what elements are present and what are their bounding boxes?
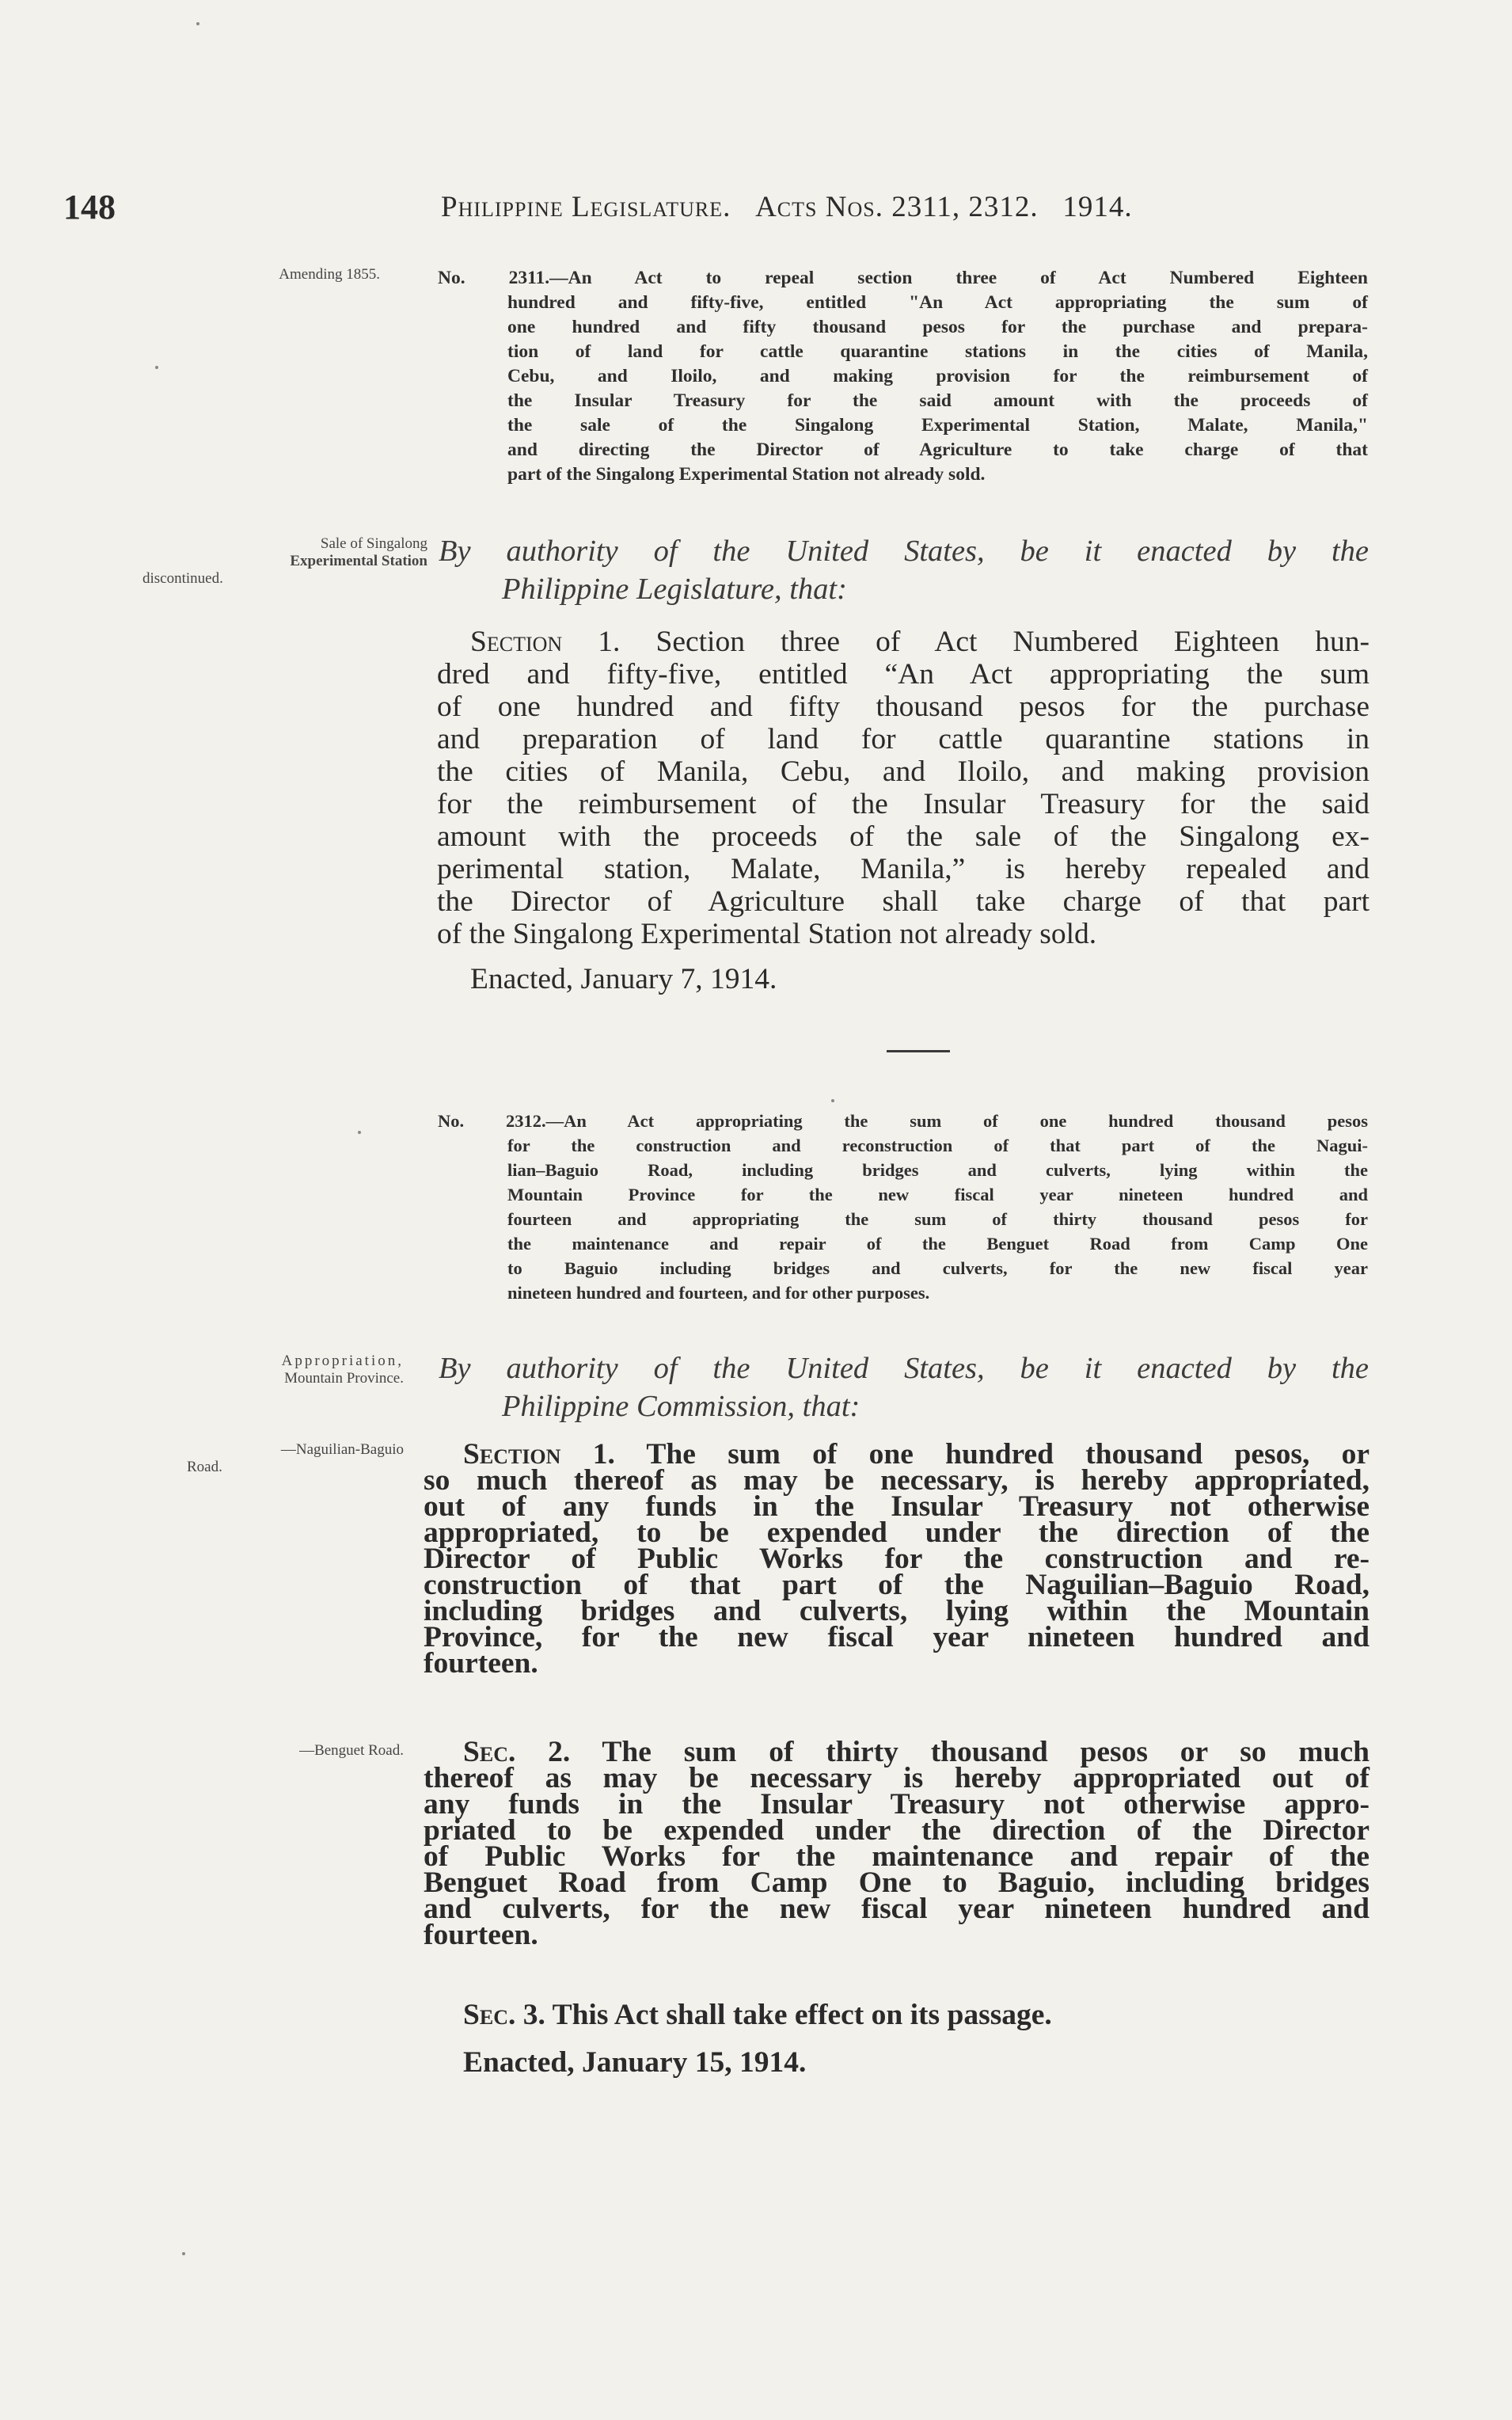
margin-note-singalong: Sale of Singalong Experimental Station discontinued. — [142, 535, 427, 587]
summary-line: Cebu, and Iloilo, and making provision for the reimbursement of — [507, 366, 1368, 386]
act-number-label: No. 2312. — [438, 1111, 546, 1131]
scan-speck — [196, 22, 199, 25]
running-head-title: Philippine Legislature. — [441, 191, 731, 223]
running-head-acts: Acts Nos. 2311, 2312. — [755, 191, 1039, 223]
summary-line: and directing the Director of Agriculture to take charge of that — [507, 439, 1368, 460]
summary-line: the Insular Treasury for the said amount with the proceeds of — [507, 390, 1368, 411]
scan-speck — [831, 1099, 834, 1102]
section-divider — [887, 1050, 950, 1052]
summary-line: part of the Singalong Experimental Station not already sold. — [507, 464, 986, 485]
act-2311-section-1: Section 1. Section three of Act Numbered Eighteen hun- dred and fifty-five, entitled “An Act appropriating the sum of one hundred and fifty thousand pesos for the purchase and preparation of land for cattle quarantine stations in the cities of Manila, Cebu, and Iloilo, and making provision for the reimbursement of the Insular Treasury for the said amount with the proceeds of the sale of the Singalong ex- perimental station, Malate, Manila,” is hereby repealed and the Director of Agriculture shall take charge of that part of the Singalong Experimental Station not already sold. — [437, 626, 1370, 950]
margin-note-appropriation: Appropriation, Mountain Province. — [281, 1353, 404, 1387]
page-number: 148 — [63, 188, 116, 226]
summary-line: nineteen hundred and fourteen, and for other purposes. — [507, 1283, 930, 1303]
summary-line: to Baguio including bridges and culverts, for the new fiscal year — [507, 1258, 1368, 1278]
act-2312-section-3: Sec. 3. This Act shall take effect on its passage. — [463, 1999, 1052, 2031]
scan-speck — [358, 1131, 361, 1134]
summary-line: lian–Baguio Road, including bridges and culverts, lying within the — [507, 1160, 1368, 1180]
act-2312-section-1: Section 1. The sum of one hundred thousand pesos, or so much thereof as may be necessary, is hereby appropriated, out of any funds in the Insular Treasury not otherwise appropriated, to be expended under the direction of the Director of Public Works for the construction and re- construction of that part of the Naguilian–Baguio Road, including bridges and culverts, lying within the Mountain Province, for the new fiscal year nineteen hundred and fourteen. — [424, 1438, 1370, 1680]
margin-note-amending: Amending 1855. — [279, 266, 380, 283]
summary-line: tion of land for cattle quarantine stations in the cities of Manila, — [507, 341, 1368, 362]
summary-line: No. 2312.—An Act appropriating the sum of one hundred thousand pesos — [438, 1111, 1369, 1131]
section-lead: Sec. 2. — [463, 1736, 571, 1768]
section-lead: Sec. 3. — [463, 1999, 545, 2031]
act-2311-summary — [438, 266, 1368, 487]
enacted-date: Enacted, January 7, 1914. — [470, 963, 777, 995]
running-head-year: 1914. — [1062, 191, 1133, 223]
act-2312-summary — [438, 1109, 1368, 1305]
section-lead: Section 1. — [470, 626, 621, 658]
summary-line: Mountain Province for the new fiscal year nineteen hundred and — [507, 1185, 1368, 1204]
act-2312-section-2: Sec. 2. The sum of thirty thousand pesos or so much thereof as may be necessary is hereby appropriated out of any funds in the Insular Treasury not otherwise appro- priated to be expended under the direction of the Director of Public Works for the maintenance and repair of the Benguet Road from Camp One to Baguio, including bridges and culverts, for the new fiscal year nineteen hundred and fourteen. — [424, 1736, 1370, 1951]
summary-line: hundred and fifty-five, entitled "An Act appropriating the sum of — [507, 292, 1368, 313]
scan-speck — [155, 366, 158, 369]
summary-line: one hundred and fifty thousand pesos for the purchase and prepara- — [507, 317, 1368, 337]
margin-note-naguilian: —Naguilian-Baguio Road. — [187, 1441, 404, 1475]
summary-line: No. 2311.—An Act to repeal section three of Act Numbered Eighteen — [438, 268, 1368, 288]
margin-note-benguet: —Benguet Road. — [299, 1742, 404, 1759]
enacting-clause: By authority of the United States, be it enacted by the Philippine Legislature, that: — [439, 535, 1369, 606]
act-number-label: No. 2311. — [438, 268, 550, 288]
enacting-clause: By authority of the United States, be it enacted by the Philippine Commission, that: — [439, 1352, 1369, 1423]
enacted-date: Enacted, January 15, 1914. — [463, 2046, 807, 2079]
section-lead: Section 1. — [463, 1438, 615, 1471]
scan-speck — [182, 2252, 185, 2255]
summary-line: the sale of the Singalong Experimental Station, Malate, Manila," — [507, 415, 1368, 436]
summary-line: fourteen and appropriating the sum of thirty thousand pesos for — [507, 1209, 1368, 1229]
summary-line: for the construction and reconstruction of that part of the Nagui- — [507, 1136, 1368, 1155]
running-head — [441, 185, 1363, 230]
summary-line: the maintenance and repair of the Benguet Road from Camp One — [507, 1234, 1368, 1254]
